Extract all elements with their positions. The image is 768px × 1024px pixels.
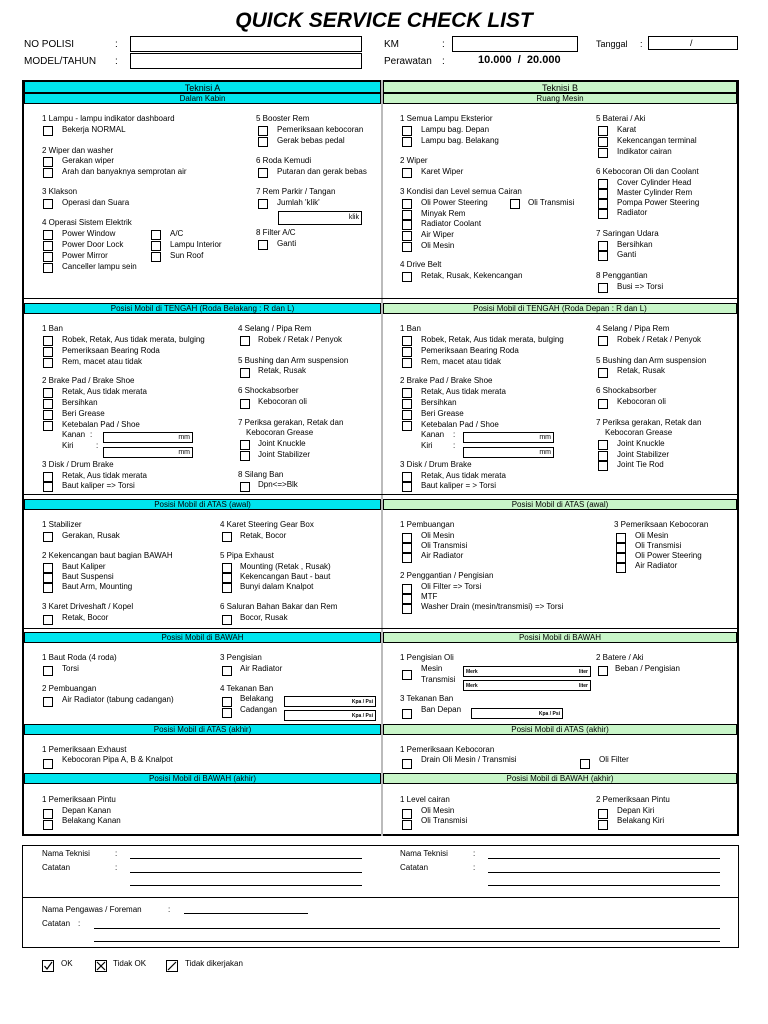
teknisi-a-header: Teknisi A — [24, 81, 381, 93]
checkbox[interactable] — [510, 199, 520, 209]
checkbox[interactable] — [222, 532, 232, 542]
checkbox[interactable] — [43, 615, 53, 625]
section-dalam-kabin-header: Dalam Kabin — [24, 93, 381, 104]
checkbox[interactable] — [402, 809, 412, 819]
no-polisi-label: NO POLISI — [24, 39, 75, 50]
checkbox[interactable] — [43, 168, 53, 178]
checkbox[interactable] — [43, 472, 53, 482]
checkbox[interactable] — [258, 199, 268, 209]
check-icon — [42, 960, 54, 972]
perawatan-label: Perawatan — [384, 56, 432, 67]
catatan-pengawas-line[interactable] — [94, 928, 720, 929]
checkbox[interactable] — [258, 168, 268, 178]
section-bawah-header: Posisi Mobil di BAWAH — [24, 632, 381, 643]
checkbox[interactable] — [240, 336, 250, 346]
model-tahun-label: MODEL/TAHUN — [24, 56, 97, 67]
section-bawah-akhir-header-b: Posisi Mobil di BAWAH (akhir) — [383, 773, 737, 784]
checkbox[interactable] — [598, 148, 608, 158]
checkbox[interactable] — [402, 604, 412, 614]
perawatan-value: 10.000 / 20.000 — [478, 54, 561, 66]
checkbox[interactable] — [402, 709, 412, 719]
checkbox[interactable] — [43, 563, 53, 573]
checkbox[interactable] — [402, 399, 412, 409]
page-title: QUICK SERVICE CHECK LIST — [235, 9, 533, 32]
tekanan-cadangan-field[interactable]: Kpa / Psi — [284, 710, 376, 721]
checkbox[interactable] — [258, 137, 268, 147]
checkbox[interactable] — [222, 563, 232, 573]
checkbox[interactable] — [598, 126, 608, 136]
klik-field[interactable]: klik — [278, 211, 362, 225]
section-bawah-akhir-header: Posisi Mobil di BAWAH (akhir) — [24, 773, 381, 784]
checkbox[interactable] — [402, 210, 412, 220]
checkbox[interactable] — [598, 283, 608, 293]
catatan-b-line[interactable] — [488, 885, 720, 886]
checkbox[interactable] — [598, 179, 608, 189]
catatan-b-line[interactable] — [488, 872, 720, 873]
tanggal-field[interactable] — [648, 36, 738, 50]
checkbox[interactable] — [402, 584, 412, 594]
catatan-b-label: Catatan — [400, 863, 429, 872]
kanan-mm-field[interactable]: mm — [103, 432, 193, 443]
catatan-pengawas-line[interactable] — [94, 941, 720, 942]
checkbox[interactable] — [598, 209, 608, 219]
nama-teknisi-b-line[interactable] — [488, 858, 720, 859]
nama-teknisi-b-label: Nama Teknisi — [400, 849, 448, 858]
checkbox[interactable] — [43, 759, 53, 769]
kanan-mm-field[interactable]: mm — [463, 432, 554, 443]
catatan-a-label: Catatan — [42, 863, 71, 872]
tekanan-ban-depan-field[interactable]: Kpa / Psi — [471, 708, 563, 719]
checkbox[interactable] — [402, 126, 412, 136]
checkbox[interactable] — [258, 240, 268, 250]
checkbox[interactable] — [402, 388, 412, 398]
checkbox[interactable] — [598, 666, 608, 676]
checkbox[interactable] — [402, 820, 412, 830]
checkbox[interactable] — [402, 594, 412, 604]
model-tahun-field[interactable] — [130, 53, 362, 69]
checkbox[interactable] — [402, 137, 412, 147]
no-polisi-field[interactable] — [130, 36, 362, 52]
checkbox[interactable] — [43, 666, 53, 676]
checkbox[interactable] — [43, 126, 53, 136]
checkbox[interactable] — [402, 670, 412, 680]
checkbox[interactable] — [598, 461, 608, 471]
checkbox[interactable] — [43, 358, 53, 368]
checkbox[interactable] — [402, 358, 412, 368]
kiri-mm-field[interactable]: mm — [463, 447, 554, 458]
checkbox[interactable] — [43, 482, 53, 492]
checkbox[interactable] — [258, 126, 268, 136]
tanggal-label: Tanggal — [596, 39, 628, 49]
checkbox[interactable] — [598, 137, 608, 147]
checkbox[interactable] — [402, 168, 412, 178]
checkbox[interactable] — [43, 532, 53, 542]
section-atas-awal-header-b: Posisi Mobil di ATAS (awal) — [383, 499, 737, 510]
checkbox[interactable] — [598, 440, 608, 450]
checkbox[interactable] — [240, 440, 250, 450]
checkbox[interactable] — [598, 189, 608, 199]
checkbox[interactable] — [598, 809, 608, 819]
checkbox[interactable] — [402, 553, 412, 563]
checkbox[interactable] — [598, 820, 608, 830]
legend-ok: OK — [61, 959, 73, 968]
oli-mesin-field[interactable]: Merk liter — [463, 666, 591, 677]
checkbox[interactable] — [43, 388, 53, 398]
checkbox[interactable] — [598, 451, 608, 461]
checkbox[interactable] — [43, 820, 53, 830]
checkbox[interactable] — [222, 666, 232, 676]
km-label: KM — [384, 39, 399, 50]
checkbox[interactable] — [240, 399, 250, 409]
checkbox[interactable] — [402, 199, 412, 209]
section-ruang-mesin-header: Ruang Mesin — [383, 93, 737, 104]
checkbox[interactable] — [240, 451, 250, 461]
checkbox[interactable] — [402, 472, 412, 482]
checkbox[interactable] — [43, 252, 53, 262]
checkbox[interactable] — [402, 543, 412, 553]
checkbox[interactable] — [43, 230, 53, 240]
checkbox[interactable] — [240, 368, 250, 378]
cross-icon — [95, 960, 107, 972]
catatan-a-line[interactable] — [130, 872, 362, 873]
checkbox[interactable] — [43, 697, 53, 707]
checkbox[interactable] — [43, 263, 53, 273]
checkbox[interactable] — [402, 759, 412, 769]
checkbox[interactable] — [222, 708, 232, 718]
checkbox[interactable] — [43, 241, 53, 251]
legend-tidak-ok: Tidak OK — [113, 959, 147, 968]
checkbox[interactable] — [616, 533, 626, 543]
checkbox[interactable] — [616, 543, 626, 553]
tekanan-belakang-field[interactable]: Kpa / Psi — [284, 696, 376, 707]
nama-teknisi-a-label: Nama Teknisi — [42, 849, 90, 858]
checkbox[interactable] — [402, 482, 412, 492]
checkbox[interactable] — [43, 809, 53, 819]
checkbox[interactable] — [151, 230, 161, 240]
checkbox[interactable] — [222, 583, 232, 593]
legend-tidak-dikerjakan: Tidak dikerjakan — [185, 959, 243, 968]
checkbox[interactable] — [402, 410, 412, 420]
km-field[interactable] — [452, 36, 578, 52]
checkbox[interactable] — [598, 199, 608, 209]
checkbox[interactable] — [402, 272, 412, 282]
section-atas-akhir-header: Posisi Mobil di ATAS (akhir) — [24, 724, 381, 735]
checkbox[interactable] — [222, 615, 232, 625]
nama-pengawas-label: Nama Pengawas / Foreman — [42, 905, 142, 914]
kiri-mm-field[interactable]: mm — [103, 447, 193, 458]
checkbox[interactable] — [43, 336, 53, 346]
checkbox[interactable] — [598, 368, 608, 378]
checkbox[interactable] — [616, 553, 626, 563]
checkbox[interactable] — [598, 241, 608, 251]
checkbox[interactable] — [151, 241, 161, 251]
checkbox[interactable] — [616, 563, 626, 573]
checkbox[interactable] — [402, 242, 412, 252]
catatan-a-line[interactable] — [130, 885, 362, 886]
nama-teknisi-a-line[interactable] — [130, 858, 362, 859]
checkbox[interactable] — [43, 347, 53, 357]
checkbox[interactable] — [222, 573, 232, 583]
checkbox[interactable] — [598, 399, 608, 409]
oli-transmisi-field[interactable]: Merk liter — [463, 680, 591, 691]
checkbox[interactable] — [43, 199, 53, 209]
checkbox[interactable] — [402, 421, 412, 431]
checkbox[interactable] — [43, 410, 53, 420]
checkbox[interactable] — [43, 421, 53, 431]
checkbox[interactable] — [43, 573, 53, 583]
teknisi-b-header: Teknisi B — [383, 81, 737, 93]
nama-pengawas-line[interactable] — [184, 913, 308, 914]
checkbox[interactable] — [598, 251, 608, 261]
section-tengah-depan-header: Posisi Mobil di TENGAH (Roda Depan : R dan L) — [383, 303, 737, 314]
checkbox[interactable] — [43, 583, 53, 593]
checkbox[interactable] — [240, 482, 250, 492]
section-bawah-header-b: Posisi Mobil di BAWAH — [383, 632, 737, 643]
checkbox[interactable] — [402, 533, 412, 543]
checkbox[interactable] — [402, 220, 412, 230]
section-atas-awal-header: Posisi Mobil di ATAS (awal) — [24, 499, 381, 510]
checkbox[interactable] — [402, 336, 412, 346]
checkbox[interactable] — [43, 157, 53, 167]
checkbox[interactable] — [580, 759, 590, 769]
checkbox[interactable] — [598, 336, 608, 346]
slash-icon — [166, 960, 178, 972]
checkbox[interactable] — [402, 231, 412, 241]
section-atas-akhir-header-b: Posisi Mobil di ATAS (akhir) — [383, 724, 737, 735]
checkbox[interactable] — [151, 252, 161, 262]
checkbox[interactable] — [402, 347, 412, 357]
checkbox[interactable] — [222, 697, 232, 707]
section-tengah-belakang-header: Posisi Mobil di TENGAH (Roda Belakang : R dan L) — [24, 303, 381, 314]
checkbox[interactable] — [43, 399, 53, 409]
catatan-pengawas-label: Catatan — [42, 919, 71, 928]
